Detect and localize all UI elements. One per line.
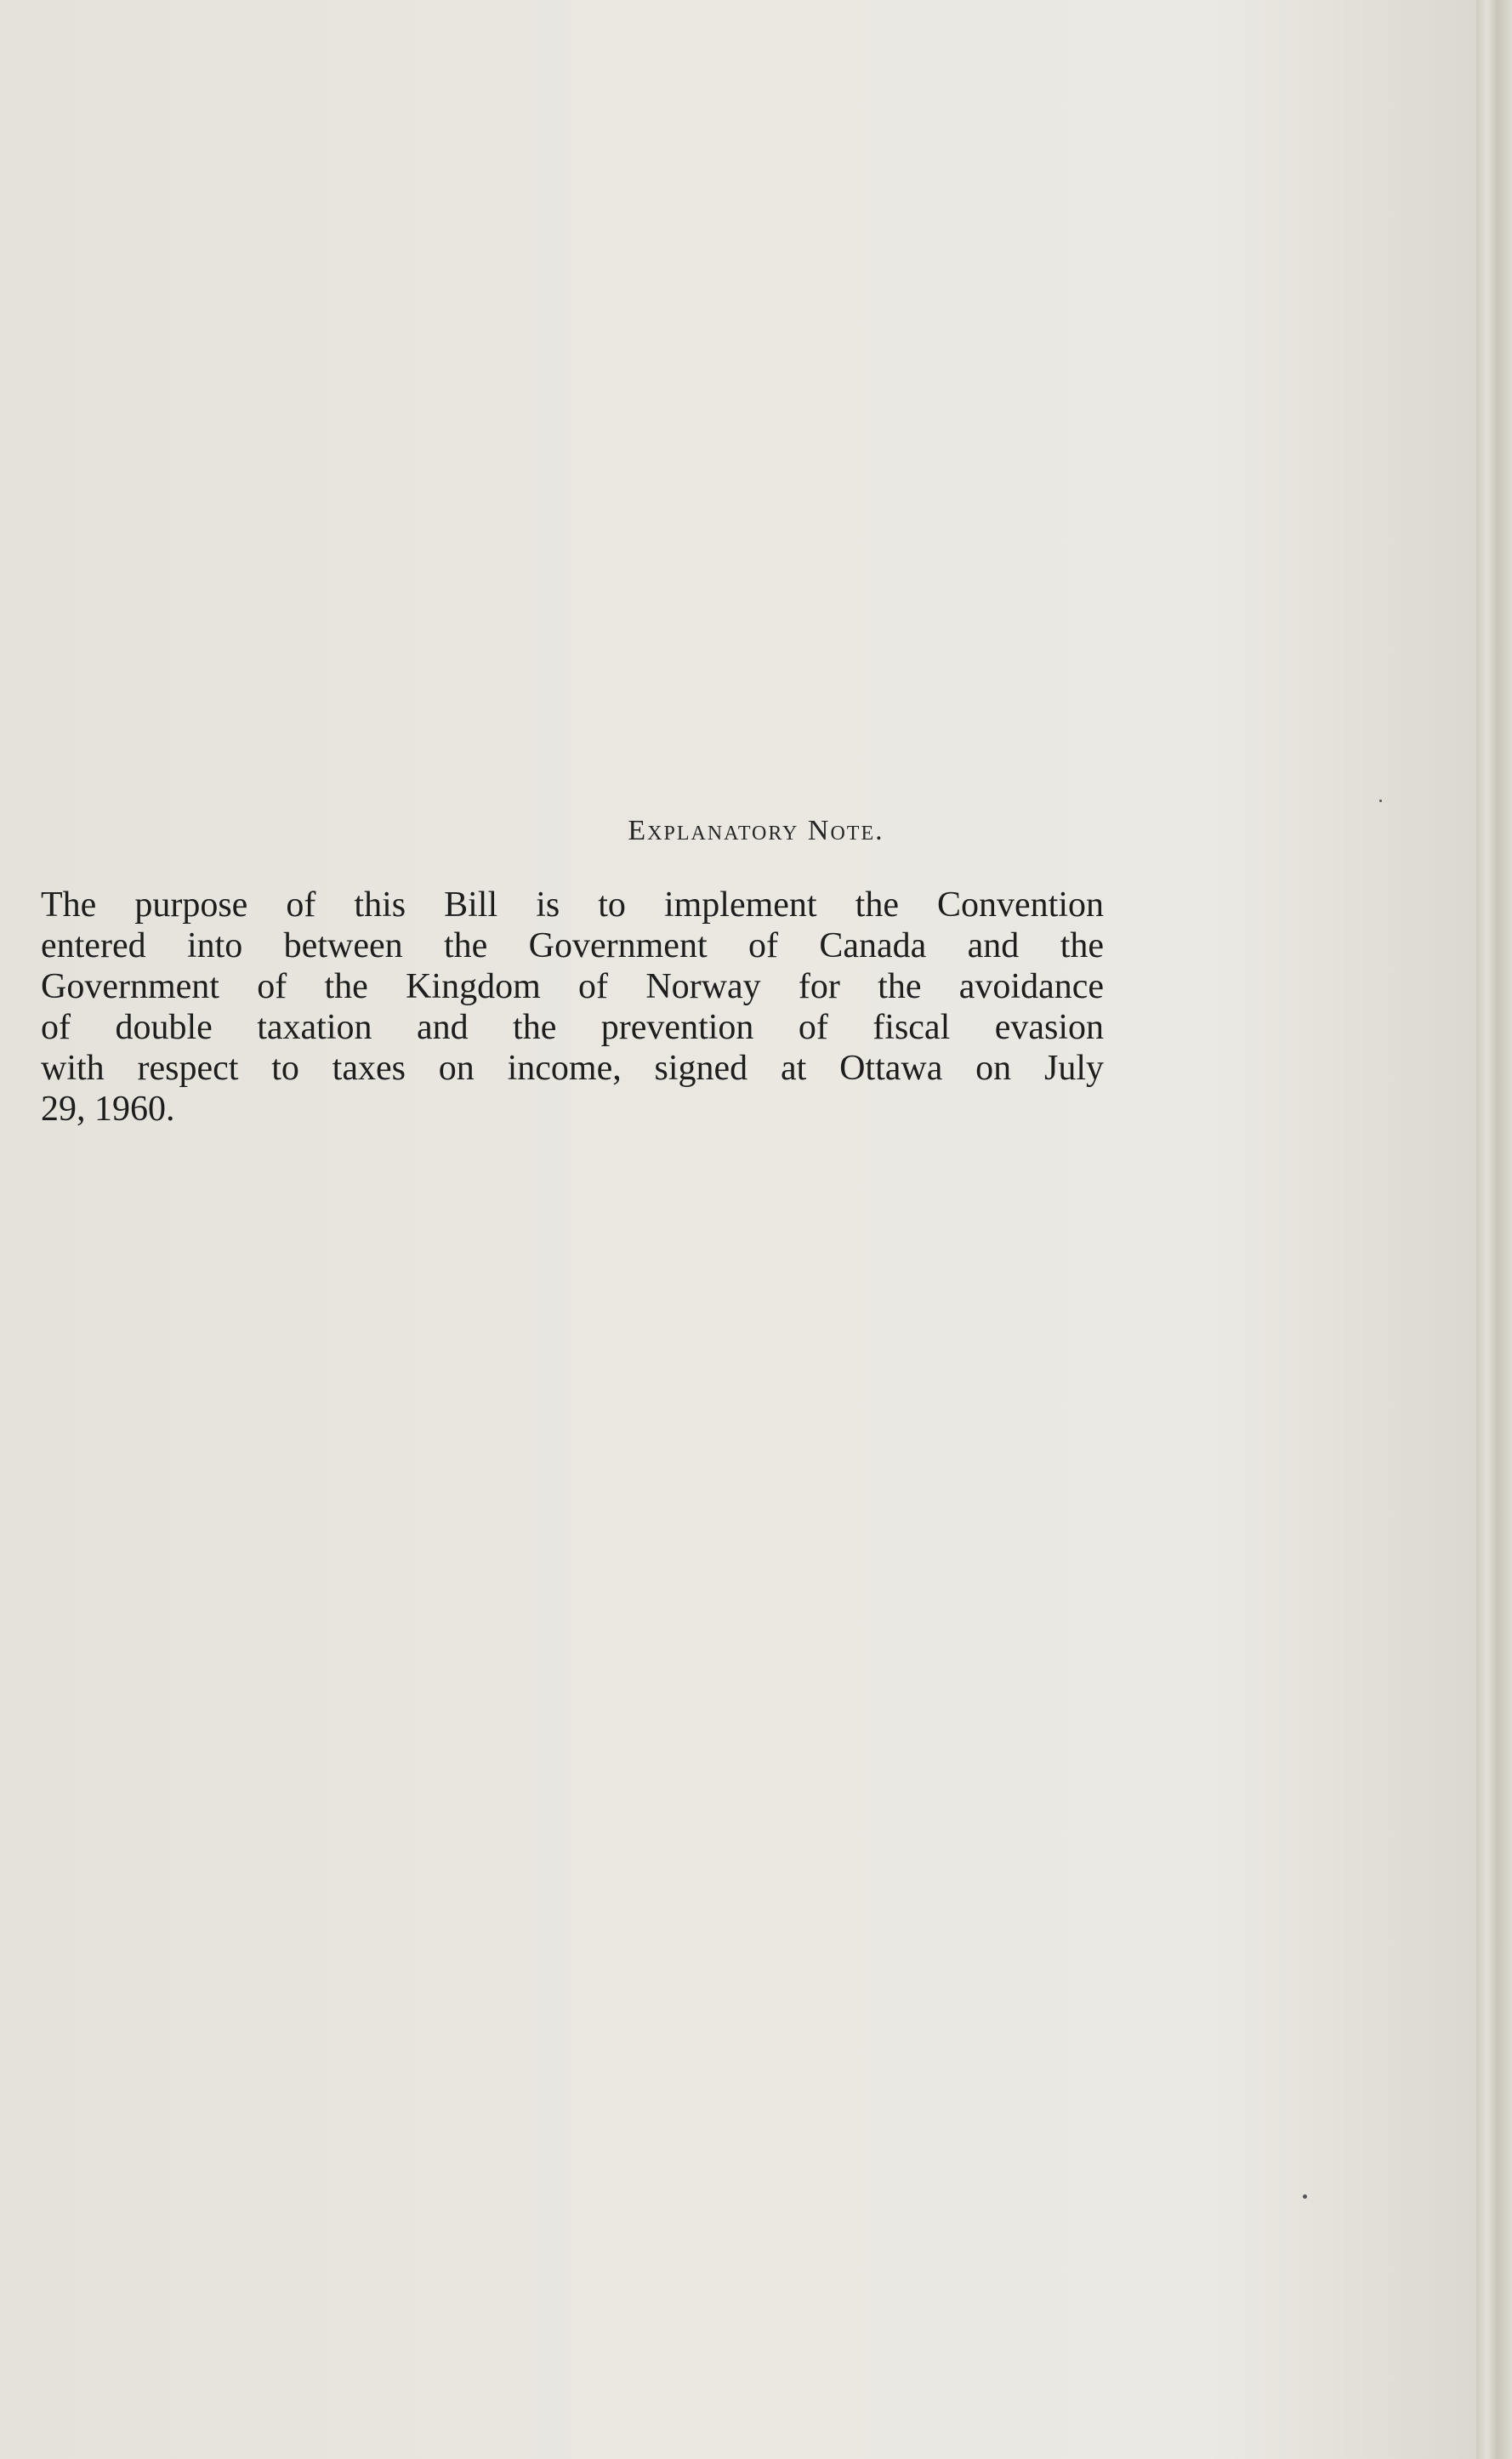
paragraph-line-3: Government of the Kingdom of Norway for the avoidance bbox=[41, 967, 1104, 1006]
paragraph-line-1: The purpose of this Bill is to implement the Convention bbox=[41, 885, 1104, 925]
paper-speck bbox=[1303, 2194, 1307, 2199]
page-edge-shadow bbox=[1476, 0, 1512, 2459]
paper-speck bbox=[1379, 800, 1382, 802]
paragraph-line-6: 29, 1960. bbox=[41, 1090, 175, 1129]
paragraph-line-5: with respect to taxes on income, signed at Ottawa on July bbox=[41, 1049, 1104, 1088]
paragraph-line-4: of double taxation and the prevention of fiscal evasion bbox=[41, 1008, 1104, 1047]
explanatory-note-heading: Explanatory Note. bbox=[628, 815, 884, 846]
paragraph-line-2: entered into between the Government of Canada and the bbox=[41, 926, 1104, 965]
explanatory-paragraph bbox=[41, 885, 1104, 1130]
